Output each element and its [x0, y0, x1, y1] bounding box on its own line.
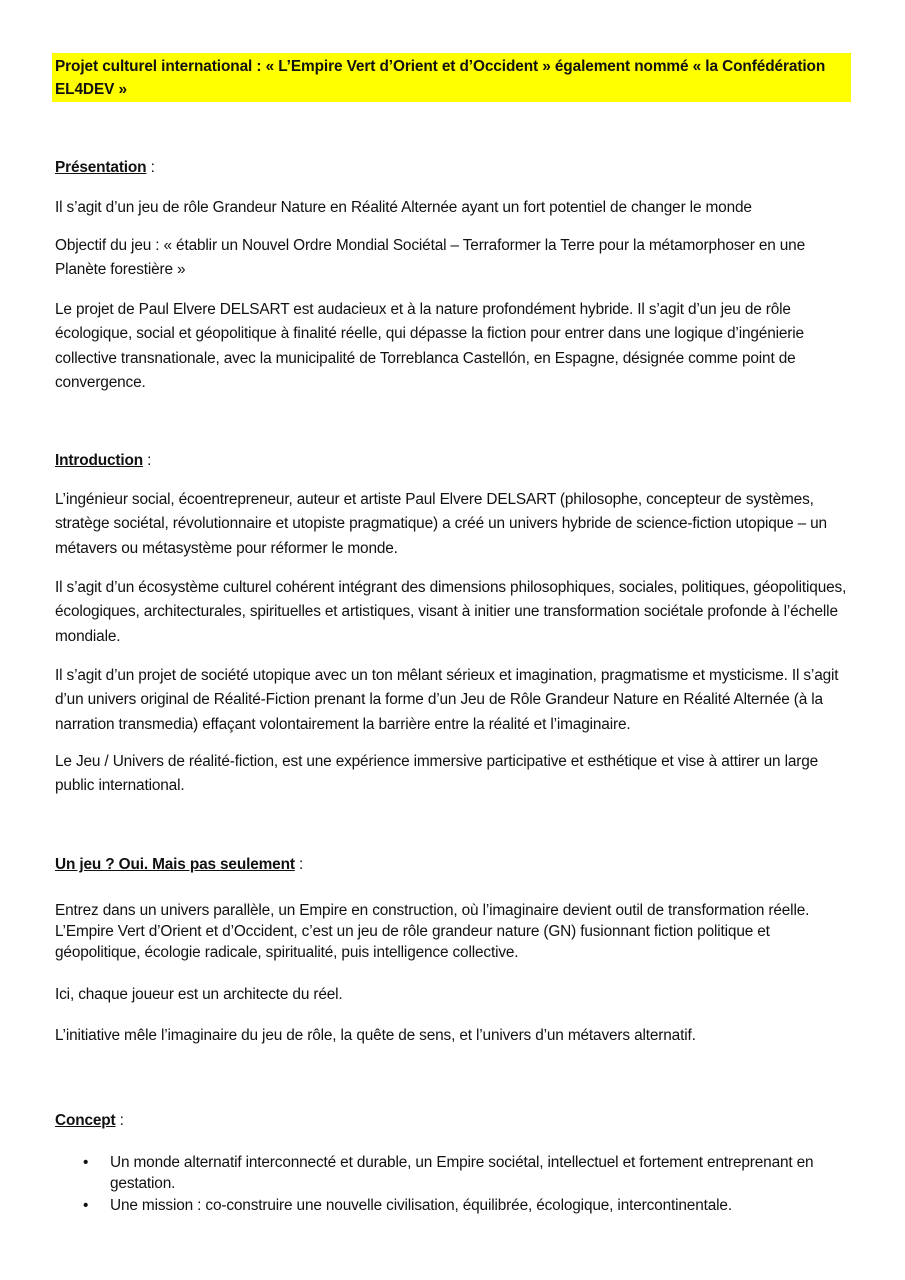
introduction-paragraph-2: Il s’agit d’un écosystème culturel cohérent intégrant des dimensions philosophiques, sociales, politiques, géopolitiques, écologiques, architecturales, spirituelles et artistiques, visant à initier une transformation sociétale profonde à l’échelle mondiale.: [55, 579, 847, 645]
document-title: Projet culturel international : « L’Empire Vert d’Orient et d’Occident » également nommé « la Confédération EL4DEV »: [52, 53, 851, 102]
jeu-paragraph-2: Ici, chaque joueur est un architecte du réel.: [55, 986, 343, 1003]
concept-bullet-list: [55, 1152, 825, 1217]
jeu-heading: [55, 853, 847, 877]
presentation-heading-label: Présentation: [55, 159, 147, 176]
introduction-heading-label: Introduction: [55, 452, 143, 469]
bullet-icon: •: [83, 1154, 89, 1171]
introduction-heading-colon: :: [142, 452, 152, 469]
concept-heading-label: Concept: [55, 1112, 116, 1129]
list-item: [55, 1152, 825, 1194]
jeu-paragraph-1: Entrez dans un univers parallèle, un Empire en construction, où l’imaginaire devient outil de transformation réelle. L’Empire Vert d’Orient et d’Occident, c’est un jeu de rôle grandeur nature (GN) fusionnant fiction politique et géopolitique, écologie radicale, spiritualité, puis intelligence collective.: [55, 902, 810, 961]
presentation-heading: [55, 156, 847, 180]
presentation-paragraph-1: Il s’agit d’un jeu de rôle Grandeur Nature en Réalité Alternée ayant un fort potentiel de changer le monde: [55, 199, 752, 216]
concept-heading-colon: :: [115, 1112, 124, 1129]
introduction-heading: [55, 449, 847, 473]
jeu-paragraph-3: L’initiative mêle l’imaginaire du jeu de rôle, la quête de sens, et l’univers d’un métavers alternatif.: [55, 1027, 696, 1044]
presentation-paragraph-3: Le projet de Paul Elvere DELSART est audacieux et à la nature profondément hybride. Il s’agit d’un jeu de rôle écologique, social et géopolitique à finalité réelle, qui dépasse la fiction pour entrer dans une logique d’ingénierie collective transnationale, avec la municipalité de Torreblanca Castellón, en Espagne, désignée comme point de convergence.: [55, 301, 804, 391]
concept-heading: [55, 1109, 847, 1133]
presentation-heading-colon: :: [146, 159, 155, 176]
jeu-heading-label: Un jeu ? Oui. Mais pas seulement: [55, 856, 295, 873]
concept-bullet-text-2: Une mission : co-construire une nouvelle civilisation, équilibrée, écologique, intercontinentale.: [110, 1197, 732, 1214]
list-item: [55, 1195, 825, 1216]
presentation-paragraph-2: Objectif du jeu : « établir un Nouvel Ordre Mondial Sociétal – Terraformer la Terre pour la métamorphoser en une Planète forestière »: [55, 237, 805, 279]
introduction-paragraph-4: Le Jeu / Univers de réalité-fiction, est une expérience immersive participative et esthétique et vise à attirer un large public international.: [55, 753, 819, 795]
bullet-icon: •: [83, 1197, 89, 1214]
introduction-paragraph-1: L’ingénieur social, écoentrepreneur, auteur et artiste Paul Elvere DELSART (philosophe, concepteur de systèmes, stratège sociétal, révolutionnaire et utopiste pragmatique) a créé un univers hybride de science-fiction utopique – un métavers ou métasystème pour réformer le monde.: [55, 491, 827, 557]
concept-bullet-text-1: Un monde alternatif interconnecté et durable, un Empire sociétal, intellectuel et fortement entreprenant en gestation.: [110, 1154, 814, 1192]
jeu-heading-colon: :: [294, 856, 304, 873]
introduction-paragraph-3: Il s’agit d’un projet de société utopique avec un ton mêlant sérieux et imagination, pragmatisme et mysticisme. Il s’agit d’un univers original de Réalité-Fiction prenant la forme d’un Jeu de Rôle Grandeur Nature en Réalité Alternée (à la narration transmedia) effaçant volontairement la barrière entre la réalité et l’imaginaire.: [55, 667, 839, 733]
